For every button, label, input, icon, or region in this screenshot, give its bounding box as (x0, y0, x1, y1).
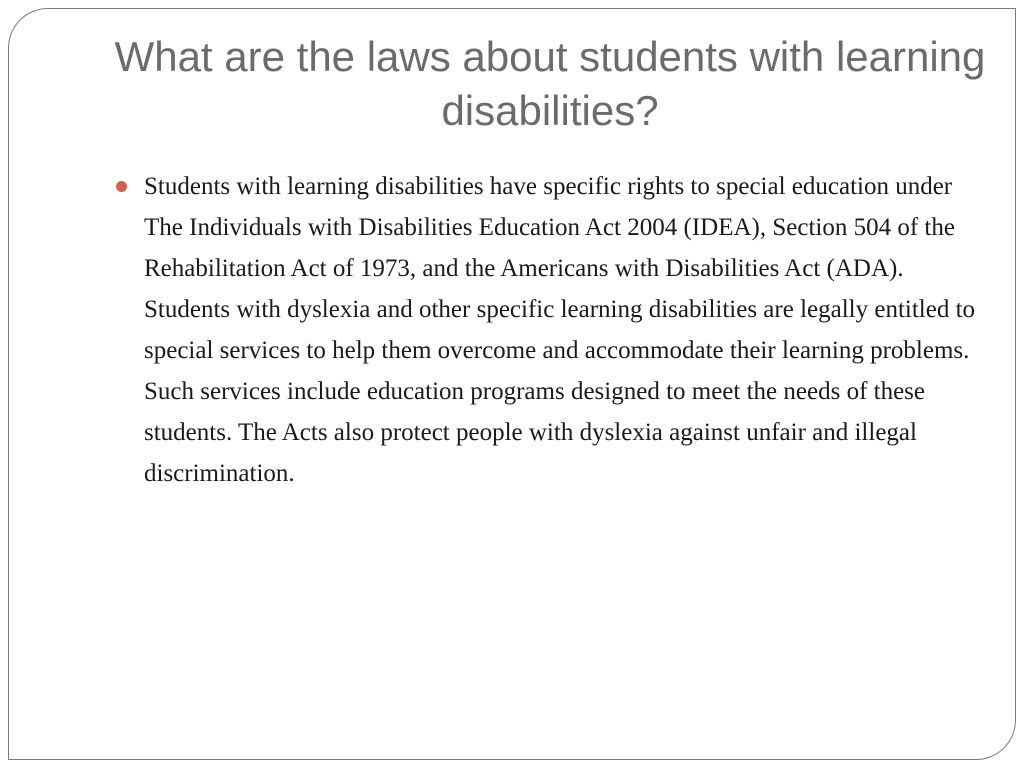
slide-title: What are the laws about students with learning disabilities? (114, 33, 986, 134)
bullet-list (112, 166, 982, 494)
bullet-icon (116, 181, 127, 192)
list-item (112, 166, 982, 494)
bullet-text: Students with learning disabilities have specific rights to special education under The Individuals with Disabilities Education Act 2004 (IDEA), Section 504 of the Rehabilitation Act of 1973, and the Americans with Disabilities Act (ADA). Students with dyslexia and other specific learning disabilities are legally entitled to special services to help them overcome and accommodate their learning problems. Such services include education programs designed to meet the needs of these students. The Acts also protect people with dyslexia against unfair and illegal discrimination. (144, 173, 976, 487)
